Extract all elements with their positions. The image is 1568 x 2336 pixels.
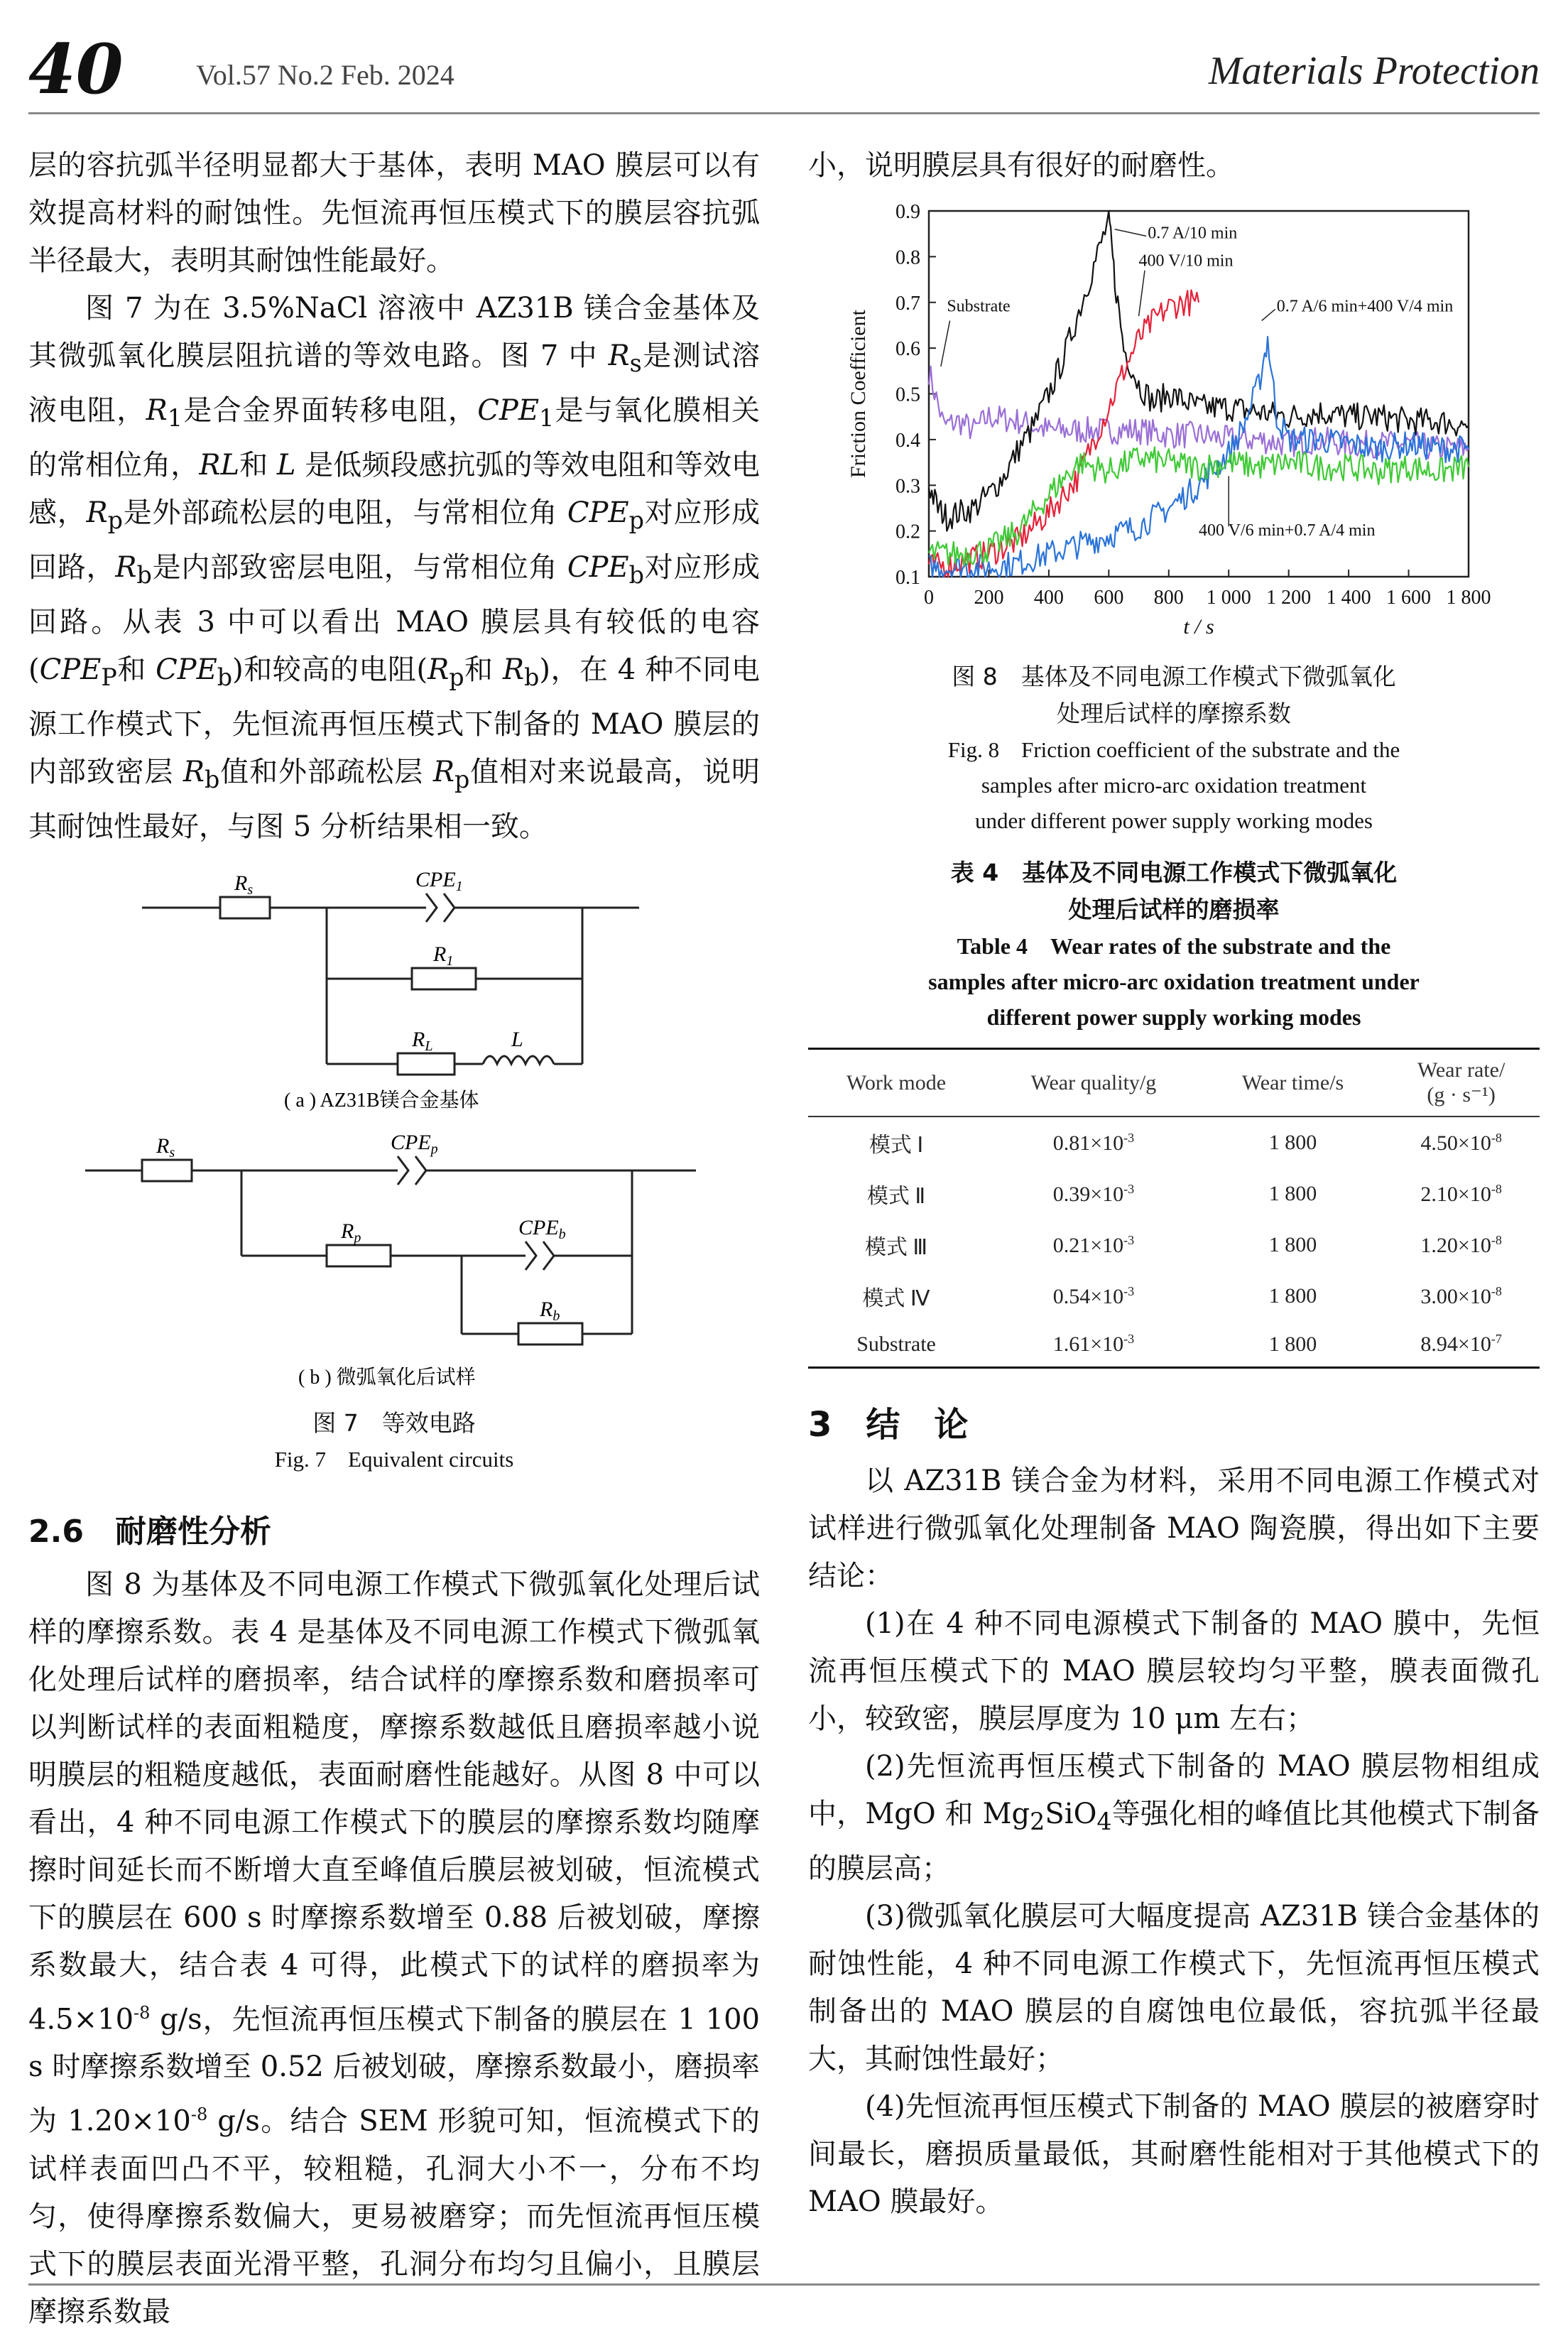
label-CPEb: CPE — [518, 1216, 559, 1239]
circuit-a — [142, 893, 639, 1075]
x-tick-label: 1 200 — [1266, 587, 1312, 609]
y-tick-label: 0.7 — [895, 292, 920, 315]
cell-wear-time: 1 800 — [1203, 1322, 1383, 1368]
paragraph-2: 图 7 为在 3.5%NaCl 溶液中 AZ31B 镁合金基体及其微弧氧化膜层阻抗谱的等效电路。图 7 中 $R_s$是测试溶液电阻，$R_1$是合金界面转移电阻，$CPE_1$是与氧化膜相关的常相位角，RL和 L 是低频段感抗弧的等效电阻和等效电感，$R_p$是外部疏松层的电阻，与常相位角 $CPE_p$对应形成回路，$R_b$是内部致密层电阻，与常相位角 $CPE_b$对应形成回路。从表 3 中可以看出 MAO 膜层具有较低的电容($CPE_P$和 $CPE_b$)和较高的电阻($R_p$和 $R_b$)，在 4 种不同电源工作模式下，先恒流再恒压模式下制备的 MAO 膜层的内部致密层 $R_b$值和外部疏松层 $R_p$值相对来说最高，说明其耐蚀性最好，与图 5 分析结果相一致。 — [28, 292, 761, 843]
x-axis-label: t / s — [1183, 615, 1214, 639]
cell-wear-quality: $0.21\times 10^{-3}$ — [1052, 1232, 1135, 1257]
cell-wear-rate: $4.50\times 10^{-8}$ — [1420, 1130, 1502, 1155]
cell-wear-quality: $1.61\times 10^{-3}$ — [984, 1322, 1203, 1368]
annotation-label: 400 V/6 min+0.7 A/4 min — [1199, 521, 1376, 540]
section-2-6-heading: 2.6 耐磨性分析 — [28, 1514, 271, 1550]
x-tick-label: 1 400 — [1326, 587, 1371, 609]
cell-wear-time: 1 800 — [1268, 1284, 1317, 1308]
annotation-label: 0.7 A/6 min+400 V/4 min — [1276, 297, 1454, 316]
page-number: 40 — [28, 29, 124, 109]
header-rule — [28, 112, 1540, 114]
fig7-caption-en: Fig. 7 Equivalent circuits — [274, 1447, 514, 1472]
x-tick-label: 1 000 — [1206, 587, 1251, 609]
th-work-mode: Work mode — [808, 1049, 984, 1117]
svg-text:Rb: $R_b$ — [540, 1298, 560, 1324]
x-tick-label: 800 — [1153, 587, 1184, 609]
table4-caption-cn-2: 处理后试样的磨损率 — [1068, 896, 1280, 923]
circuit-b — [85, 1156, 696, 1344]
th-wear-quality: Wear quality/g — [984, 1049, 1203, 1117]
equivalent-circuit-figure — [28, 865, 760, 1405]
y-tick-label: 0.9 — [895, 201, 920, 223]
fig8-caption-en-2: samples after micro-arc oxidation treatment — [981, 773, 1367, 798]
svg-text:Rp: $R_p$ — [341, 1219, 361, 1246]
annotation-leader — [1115, 229, 1146, 237]
y-tick-label: 0.1 — [895, 567, 920, 589]
y-tick-label: 0.3 — [895, 475, 920, 498]
conclusion-1: (1)在 4 种不同电源模式下制备的 MAO 膜中，先恒流再恒压模式下的 MAO 膜层较均匀平整，膜表面微孔小，较致密，膜层厚度为 10 μm 左右； — [808, 1607, 1540, 1735]
table-row — [808, 1322, 1540, 1368]
label-Rb: R — [540, 1298, 553, 1321]
y-axis-label: Friction Coefficient — [846, 310, 870, 478]
label-Rs-a: R — [234, 871, 248, 895]
table-row — [808, 1219, 1540, 1271]
annotation-leader — [941, 321, 950, 366]
svg-text:R1: $R_1$ — [433, 942, 454, 969]
footer-rule — [28, 2283, 1540, 2286]
table-row — [808, 1168, 1540, 1219]
cell-mode: 模式 Ⅱ — [866, 1185, 926, 1208]
x-tick-label: 200 — [974, 587, 1004, 609]
wear-rate-table — [808, 1048, 1540, 1369]
series-line-0 — [929, 366, 1469, 460]
cell-wear-rate: $1.20\times 10^{-8}$ — [1420, 1232, 1502, 1257]
right-column — [808, 142, 1540, 2226]
page-header — [28, 28, 1540, 107]
th-wear-time: Wear time/s — [1203, 1049, 1383, 1117]
table-row — [808, 1117, 1540, 1168]
table4-caption-en-2: samples after micro-arc oxidation treatment under — [928, 969, 1420, 994]
svg-text:Rs: $R_s$ — [156, 1134, 175, 1161]
fig8-caption-cn-1: 图 8 基体及不同电源工作模式下微弧氧化 — [952, 663, 1396, 690]
paragraph-3: 图 8 为基体及不同电源工作模式下微弧氧化处理后试样的摩擦系数。表 4 是基体及不同电源工作模式下微弧氧化处理后试样的磨损率，结合试样的摩擦系数和磨损率可以判断试样的表面粗糙度，摩擦系数越低且磨损率越小说明膜层的粗糙度越低，表面耐磨性能越好。从图 8 中可以看出，4 种不同电源工作模式下的膜层的摩擦系数均随摩擦时间延长而不断增大直至峰值后膜层被划破，恒流模式下的膜层在 600 s 时摩擦系数增至 0.88 后被划破，摩擦系数最大，结合表 4 可得，此模式下的试样的磨损率为 $4.5\times 10^{-8}$ g/s，先恒流再恒压模式下制备的膜层在 1 100 s 时摩擦系数增至 0.52 后被划破，摩擦系数最小，磨损率为 $1.20\times 10^{-8}$ g/s。结合 SEM 形貌可知，恒流模式下的试样表面凹凸不平，较粗糙，孔洞大小不一，分布不均匀，使得摩擦系数偏大，更易被磨穿；而先恒流再恒压模式下的膜层表面光滑平整，孔洞分布均匀且偏小，且膜层摩擦系数最 — [28, 1568, 760, 2328]
journal-title: Materials Protection — [1208, 49, 1540, 93]
fig8-caption-en-1: Fig. 8 Friction coefficient of the substrate and the — [947, 737, 1400, 762]
annotation-leader — [1262, 309, 1275, 320]
x-tick-label: 1 600 — [1386, 587, 1432, 609]
cell-wear-quality: $0.39\times 10^{-3}$ — [1052, 1181, 1135, 1206]
circuit-a-label: ( a ) AZ31B镁合金基体 — [284, 1090, 479, 1112]
cell-mode: Substrate — [808, 1322, 984, 1368]
x-tick-label: 1 800 — [1446, 587, 1491, 609]
left-column — [28, 142, 760, 2336]
fig8-caption-cn-2: 处理后试样的摩擦系数 — [1057, 700, 1291, 727]
volume-info: Vol.57 No.2 Feb. 2024 — [196, 59, 454, 91]
conclusion-intro: 以 AZ31B 镁合金为材料，采用不同电源工作模式对试样进行微弧氧化处理制备 MAO 陶瓷膜，得出如下主要结论： — [808, 1465, 1540, 1592]
cell-wear-rate: $3.00\times 10^{-8}$ — [1420, 1283, 1502, 1308]
paragraph-right-top: 小，说明膜层具有很好的耐磨性。 — [808, 149, 1234, 182]
label-Rs-b: R — [156, 1134, 170, 1158]
cell-mode: 模式 Ⅲ — [864, 1236, 928, 1259]
cell-wear-rate: $8.94\times 10^{-7}$ — [1383, 1322, 1540, 1368]
annotation-label: Substrate — [947, 297, 1011, 316]
cell-wear-quality: $0.54\times 10^{-3}$ — [1052, 1283, 1135, 1308]
circuit-b-label: ( b ) 微弧氧化后试样 — [298, 1367, 476, 1389]
friction-chart — [808, 190, 1540, 658]
label-Rp: R — [341, 1219, 354, 1243]
cell-wear-time: 1 800 — [1268, 1182, 1317, 1205]
section-3-heading: 3 结 论 — [808, 1405, 969, 1445]
y-tick-label: 0.2 — [895, 521, 920, 543]
y-tick-label: 0.8 — [895, 246, 920, 269]
cell-mode: 模式 Ⅳ — [862, 1287, 930, 1310]
conclusion-3: (3)微弧氧化膜层可大幅度提高 AZ31B 镁合金基体的耐蚀性能，4 种不同电源工作模式下，先恒流再恒压模式制备出的 MAO 膜层的自腐蚀电位最低，容抗弧半径最大，其耐蚀性最好； — [808, 1900, 1540, 2075]
fig7-caption-cn: 图 7 等效电路 — [312, 1409, 476, 1437]
y-tick-label: 0.4 — [895, 429, 920, 452]
table4-caption-cn-1: 表 4 基体及不同电源工作模式下微弧氧化 — [950, 859, 1398, 886]
label-RL: R — [412, 1028, 425, 1051]
svg-text:RL: $R_L$ — [412, 1028, 433, 1054]
y-tick-label: 0.6 — [895, 338, 920, 361]
annotation-label: 400 V/10 min — [1138, 251, 1234, 271]
paragraph-1: 层的容抗弧半径明显都大于基体，表明 MAO 膜层可以有效提高材料的耐蚀性。先恒流再恒压模式下的膜层容抗弧半径最大，表明其耐蚀性能最好。 — [28, 149, 760, 277]
table4-caption-en-3: different power supply working modes — [986, 1004, 1361, 1030]
conclusion-4: (4)先恒流再恒压模式下制备的 MAO 膜层的被磨穿时间最长，磨损质量最低，其耐磨性能相对于其他模式下的 MAO 膜最好。 — [808, 2090, 1540, 2218]
fig8-caption-en-3: under different power supply working modes — [975, 808, 1373, 833]
cell-mode: 模式 Ⅰ — [869, 1134, 924, 1157]
cell-wear-time: 1 800 — [1268, 1233, 1317, 1256]
cell-wear-time: 1 800 — [1268, 1131, 1317, 1154]
table4-caption-en-1: Table 4 Wear rates of the substrate and the — [957, 933, 1391, 959]
cell-wear-rate: $2.10\times 10^{-8}$ — [1420, 1181, 1502, 1206]
x-tick-label: 600 — [1094, 587, 1124, 609]
svg-text:CPE1: $CPE_1$ — [415, 868, 463, 894]
svg-text:CPEb: $CPE_b$ — [518, 1216, 566, 1242]
x-tick-label: 400 — [1033, 587, 1064, 609]
th-wear-rate: Wear rate/ (g · s⁻¹) — [1383, 1049, 1540, 1117]
label-CPE1: CPE — [415, 868, 456, 891]
svg-text:CPEp: $CPE_p$ — [391, 1131, 438, 1157]
cell-wear-quality: $0.81\times 10^{-3}$ — [1052, 1130, 1135, 1155]
label-R1: R — [433, 942, 447, 966]
x-tick-label: 0 — [924, 587, 934, 609]
annotation-leader — [1139, 271, 1145, 316]
label-CPEp: CPE — [391, 1131, 431, 1154]
y-tick-label: 0.5 — [895, 384, 920, 406]
svg-text:Rs: $R_s$ — [234, 871, 254, 898]
table-row — [808, 1271, 1540, 1322]
label-L: L — [511, 1028, 523, 1051]
annotation-label: 0.7 A/10 min — [1148, 224, 1238, 243]
conclusion-2: (2)先恒流再恒压模式下制备的 MAO 膜层物相组成中，MgO 和 $Mg_2SiO_4$等强化相的峰值比其他模式下制备的膜层高； — [808, 1750, 1540, 1885]
